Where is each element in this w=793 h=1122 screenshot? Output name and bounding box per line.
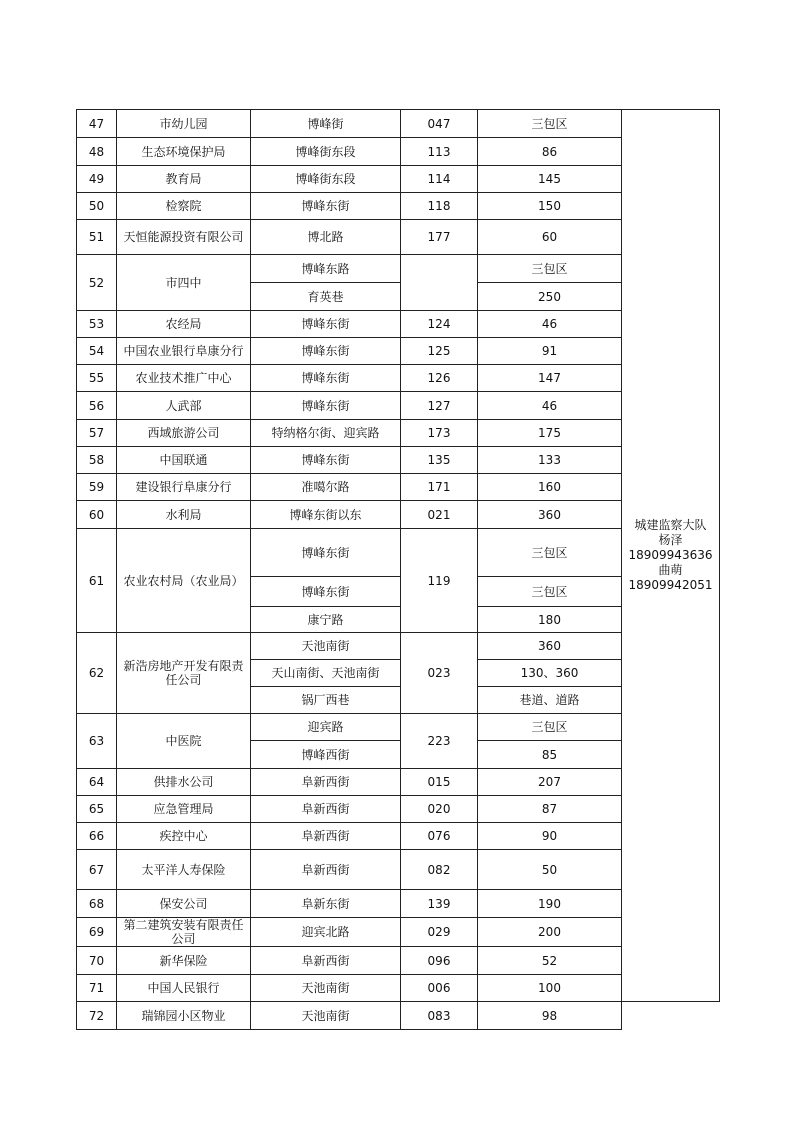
unit-code: 113 — [401, 138, 478, 166]
table-row — [77, 110, 720, 138]
area-value: 145 — [478, 166, 622, 193]
street-name: 博峰街 — [251, 110, 401, 138]
unit-code — [401, 255, 478, 311]
row-number: 64 — [77, 769, 117, 796]
unit-code: 126 — [401, 365, 478, 392]
area-value: 160 — [478, 474, 622, 501]
unit-name-text: 中国农业银行阜康分行 — [123, 344, 244, 358]
unit-code: 139 — [401, 890, 478, 918]
street-name: 博北路 — [251, 220, 401, 255]
unit-name-text: 第二建筑安装有限责任公司 — [123, 918, 244, 946]
unit-name — [117, 918, 251, 947]
unit-name: 农业农村局（农业局） — [117, 529, 251, 633]
unit-name: 应急管理局 — [117, 796, 251, 823]
unit-name: 中国联通 — [117, 447, 251, 474]
unit-code: 020 — [401, 796, 478, 823]
street-name: 阜新西街 — [251, 769, 401, 796]
area-value: 200 — [478, 918, 622, 947]
street-name: 博峰东街 — [251, 338, 401, 365]
unit-code: 124 — [401, 311, 478, 338]
table-row — [77, 1002, 720, 1030]
row-number: 53 — [77, 311, 117, 338]
area-value: 85 — [478, 741, 622, 769]
unit-name: 保安公司 — [117, 890, 251, 918]
unit-name: 瑞锦园小区物业 — [117, 1002, 251, 1030]
unit-name: 供排水公司 — [117, 769, 251, 796]
unit-name: 新浩房地产开发有限责任公司 — [117, 633, 251, 714]
row-number: 48 — [77, 138, 117, 166]
street-name: 天池南街 — [251, 975, 401, 1002]
row-number: 56 — [77, 392, 117, 420]
row-number: 49 — [77, 166, 117, 193]
unit-code: 082 — [401, 850, 478, 890]
unit-code: 127 — [401, 392, 478, 420]
street-name: 博峰东路 — [251, 255, 401, 283]
unit-code: 177 — [401, 220, 478, 255]
area-value: 46 — [478, 311, 622, 338]
row-number: 47 — [77, 110, 117, 138]
row-number: 59 — [77, 474, 117, 501]
area-value: 60 — [478, 220, 622, 255]
unit-name: 中医院 — [117, 714, 251, 769]
unit-code: 006 — [401, 975, 478, 1002]
row-number: 65 — [77, 796, 117, 823]
row-number: 55 — [77, 365, 117, 392]
row-number: 62 — [77, 633, 117, 714]
street-name: 特纳格尔街、迎宾路 — [251, 420, 401, 447]
unit-name: 西域旅游公司 — [117, 420, 251, 447]
supervisor-person-1: 杨泽 — [658, 533, 683, 547]
unit-name: 水利局 — [117, 501, 251, 529]
area-value: 87 — [478, 796, 622, 823]
street-name: 阜新西街 — [251, 796, 401, 823]
row-number: 50 — [77, 193, 117, 220]
street-name: 博峰东街 — [251, 193, 401, 220]
unit-name: 新华保险 — [117, 947, 251, 975]
unit-name: 市四中 — [117, 255, 251, 311]
street-name: 博峰东街以东 — [251, 501, 401, 529]
unit-name: 教育局 — [117, 166, 251, 193]
supervisor-person-2: 曲萌 — [658, 563, 683, 577]
street-name: 阜新西街 — [251, 823, 401, 850]
area-value: 98 — [478, 1002, 622, 1030]
street-name: 阜新西街 — [251, 947, 401, 975]
area-value: 46 — [478, 392, 622, 420]
unit-name: 疾控中心 — [117, 823, 251, 850]
area-value: 250 — [478, 283, 622, 311]
street-name: 育英巷 — [251, 283, 401, 311]
street-name: 天山南街、天池南街 — [251, 660, 401, 687]
area-value: 巷道、道路 — [478, 687, 622, 714]
supervisor-team: 城建监察大队 — [634, 518, 707, 532]
street-name: 博峰东街 — [251, 365, 401, 392]
street-name: 博峰街东段 — [251, 138, 401, 166]
street-name: 博峰东街 — [251, 311, 401, 338]
street-name: 准噶尔路 — [251, 474, 401, 501]
area-value: 三包区 — [478, 529, 622, 577]
area-value: 207 — [478, 769, 622, 796]
unit-code: 083 — [401, 1002, 478, 1030]
row-number: 52 — [77, 255, 117, 311]
row-number: 68 — [77, 890, 117, 918]
unit-code: 076 — [401, 823, 478, 850]
supervisor-cell — [622, 110, 720, 1002]
area-value: 360 — [478, 501, 622, 529]
unit-name: 太平洋人寿保险 — [117, 850, 251, 890]
row-number: 60 — [77, 501, 117, 529]
street-name: 博峰东街 — [251, 577, 401, 607]
area-value: 52 — [478, 947, 622, 975]
area-value: 150 — [478, 193, 622, 220]
street-name: 博峰东街 — [251, 529, 401, 577]
street-name: 博峰东街 — [251, 447, 401, 474]
row-number: 57 — [77, 420, 117, 447]
unit-name: 市幼儿园 — [117, 110, 251, 138]
street-name: 迎宾北路 — [251, 918, 401, 947]
row-number: 72 — [77, 1002, 117, 1030]
unit-name: 农经局 — [117, 311, 251, 338]
unit-name: 中国人民银行 — [117, 975, 251, 1002]
street-name: 博峰东街 — [251, 392, 401, 420]
row-number: 63 — [77, 714, 117, 769]
row-number: 69 — [77, 918, 117, 947]
street-name: 阜新西街 — [251, 850, 401, 890]
street-name: 迎宾路 — [251, 714, 401, 741]
unit-name — [117, 338, 251, 365]
row-number: 66 — [77, 823, 117, 850]
area-value: 180 — [478, 607, 622, 633]
unit-code: 114 — [401, 166, 478, 193]
street-name: 天池南街 — [251, 633, 401, 660]
area-value: 190 — [478, 890, 622, 918]
area-value: 100 — [478, 975, 622, 1002]
responsibility-table — [76, 109, 720, 1030]
street-name: 阜新东街 — [251, 890, 401, 918]
unit-code: 135 — [401, 447, 478, 474]
area-value: 三包区 — [478, 577, 622, 607]
row-number: 71 — [77, 975, 117, 1002]
street-name: 博峰街东段 — [251, 166, 401, 193]
row-number: 61 — [77, 529, 117, 633]
area-value: 175 — [478, 420, 622, 447]
area-value: 86 — [478, 138, 622, 166]
area-value: 133 — [478, 447, 622, 474]
row-number: 67 — [77, 850, 117, 890]
unit-name: 检察院 — [117, 193, 251, 220]
row-number: 51 — [77, 220, 117, 255]
area-value: 147 — [478, 365, 622, 392]
street-name: 锅厂西巷 — [251, 687, 401, 714]
unit-code: 021 — [401, 501, 478, 529]
unit-name: 人武部 — [117, 392, 251, 420]
unit-code: 096 — [401, 947, 478, 975]
supervisor-phone-1: 18909943636 — [628, 548, 713, 562]
unit-name: 天恒能源投资有限公司 — [117, 220, 251, 255]
unit-name: 生态环境保护局 — [117, 138, 251, 166]
unit-code: 171 — [401, 474, 478, 501]
street-name: 天池南街 — [251, 1002, 401, 1030]
unit-code: 173 — [401, 420, 478, 447]
unit-code: 047 — [401, 110, 478, 138]
area-value: 50 — [478, 850, 622, 890]
area-value: 91 — [478, 338, 622, 365]
unit-code: 119 — [401, 529, 478, 633]
area-value: 三包区 — [478, 110, 622, 138]
unit-code: 125 — [401, 338, 478, 365]
row-number: 70 — [77, 947, 117, 975]
area-value: 三包区 — [478, 714, 622, 741]
supervisor-phone-2: 18909942051 — [628, 578, 713, 592]
unit-name: 农业技术推广中心 — [117, 365, 251, 392]
unit-name: 建设银行阜康分行 — [117, 474, 251, 501]
area-value: 130、360 — [478, 660, 622, 687]
unit-code: 118 — [401, 193, 478, 220]
street-name: 康宁路 — [251, 607, 401, 633]
row-number: 58 — [77, 447, 117, 474]
street-name: 博峰西街 — [251, 741, 401, 769]
area-value: 360 — [478, 633, 622, 660]
area-value: 三包区 — [478, 255, 622, 283]
unit-code: 023 — [401, 633, 478, 714]
row-number: 54 — [77, 338, 117, 365]
area-value: 90 — [478, 823, 622, 850]
unit-code: 015 — [401, 769, 478, 796]
unit-code: 223 — [401, 714, 478, 769]
unit-code: 029 — [401, 918, 478, 947]
